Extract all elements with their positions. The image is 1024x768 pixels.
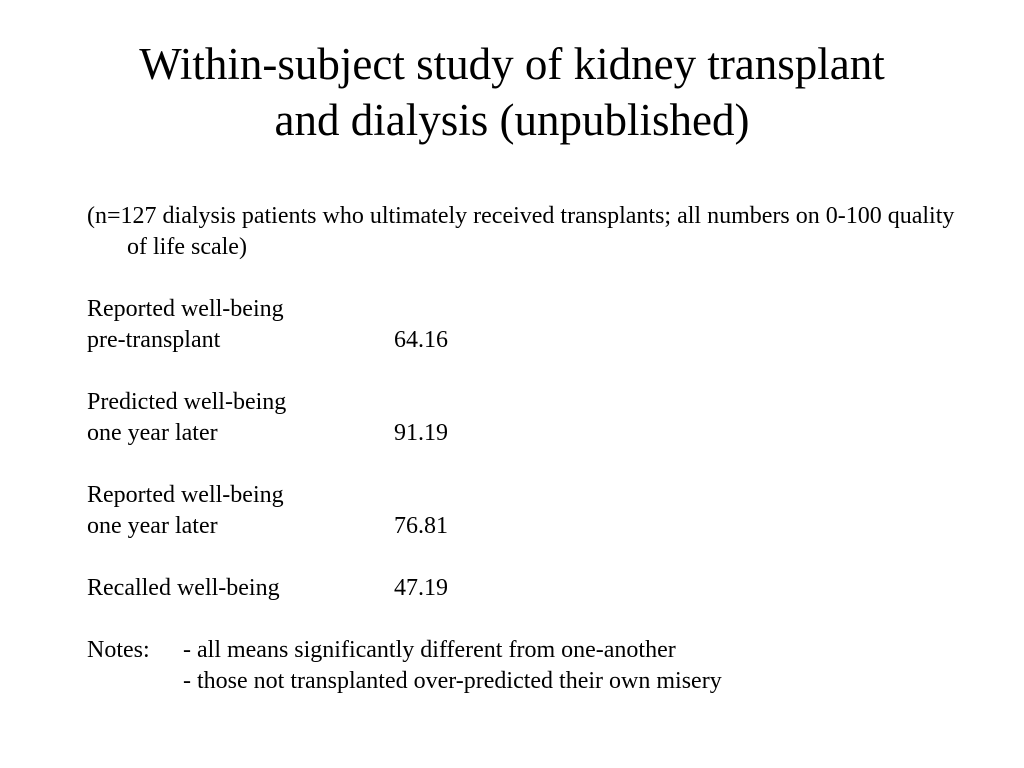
measure-label-line-1: Reported well-being [87,296,284,322]
title-line-2: and dialysis (unpublished) [274,95,750,145]
notes-label: Notes: [87,637,150,663]
measure-value: 47.19 [394,575,448,601]
measure-label-line-1: Predicted well-being [87,389,287,415]
measure-reported-pre [87,294,967,356]
measure-label-line-1: Recalled well-being [87,575,280,601]
notes-items [183,635,722,697]
measure-label-line-2: one year later [87,420,218,446]
note-item: - all means significantly different from one-another [183,637,676,663]
measure-label-line-1: Reported well-being [87,482,284,508]
note-item: - those not transplanted over-predicted their own misery [183,668,722,694]
notes [87,635,967,697]
measure-reported-later [87,480,967,542]
measure-value: 76.81 [394,513,448,539]
measure-value: 91.19 [394,420,448,446]
measure-value: 64.16 [394,327,448,353]
measure-label-line-2: one year later [87,513,218,539]
title-line-1: Within-subject study of kidney transplant [139,39,885,89]
slide-title [40,36,984,148]
measure-recalled [87,573,967,604]
slide-body [87,201,967,697]
measure-label-line-2: pre-transplant [87,327,221,353]
measure-predicted-later [87,387,967,449]
intro-text: (n=127 dialysis patients who ultimately received transplants; all numbers on 0-100 quality of life scale) [87,203,955,260]
